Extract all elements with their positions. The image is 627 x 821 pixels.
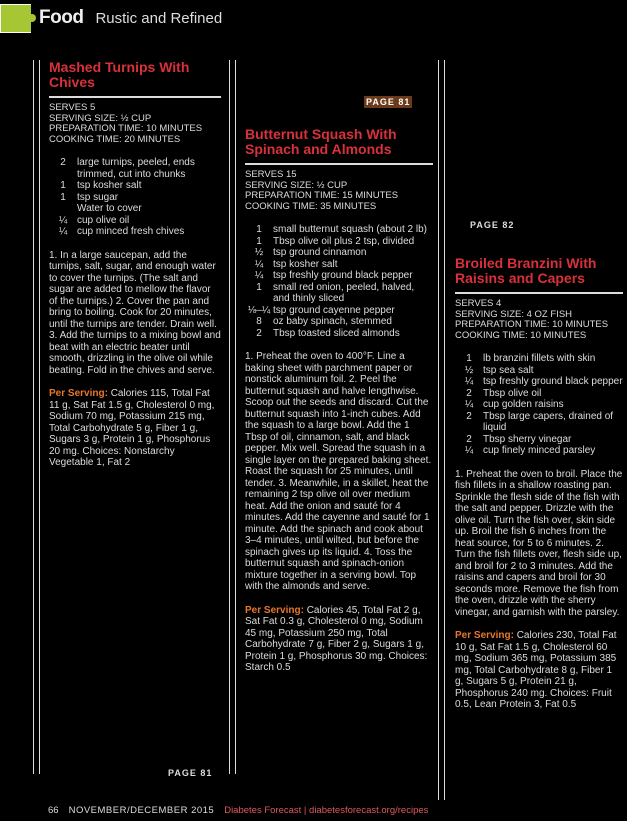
nutrition-info: Per Serving: Calories 230, Total Fat 10 g, Sat Fat 1.5 g, Cholesterol 60 mg, Sodium 365 mg, Potassium 385 mg, Total Carbohydrate 8 g, Fiber 1 g, Sugars 5 g, Protein 21 g, Phosphorus 240 mg. Choices: Fruit 0.5, Lean Protein 3, Fat 0.5	[455, 630, 617, 710]
nutrition-info: Per Serving: Calories 115, Total Fat 11 g, Sat Fat 1.5 g, Cholesterol 0 mg, Sodium 70 mg, Potassium 215 mg, Total Carbohydrate 5 g, Fiber 1 g, Sugars 3 g, Protein 1 g, Phosphorus 20 mg. Choices: Nonstarchy Vegetable 1, Fat 2	[49, 388, 215, 468]
ingredients-list	[49, 157, 221, 238]
title-rule	[49, 96, 221, 98]
ingredient: ¼ cup minced fresh chives	[58, 226, 185, 237]
serves: SERVES 4	[455, 298, 502, 309]
serving-size: SERVING SIZE: ½ CUP	[245, 179, 348, 191]
cook-time: COOKING TIME: 35 MINUTES	[245, 200, 377, 212]
recipe-title: Butternut Squash With Spinach and Almonds	[245, 126, 397, 157]
recipe-mashed-turnips	[49, 60, 221, 469]
ingredient: 2 Tbsp toasted sliced almonds	[256, 327, 400, 339]
recipe-title: Broiled Branzini With Raisins and Capers	[455, 255, 597, 286]
ingredient: 2 Tbsp large capers, drained of liquid	[466, 410, 614, 433]
recipe-title: Mashed Turnips With Chives	[49, 59, 190, 90]
ingredient: 2 Tbsp olive oil	[466, 387, 542, 399]
ingredient: 1 small butternut squash (about 2 lb)	[256, 224, 427, 235]
page-number: 66	[48, 805, 59, 816]
magazine-link[interactable]: Diabetes Forecast | diabetesforecast.org/recipes	[224, 805, 429, 816]
nutrition-info: Per Serving: Calories 45, Total Fat 2 g, Sat Fat 0.3 g, Cholesterol 0 mg, Sodium 45 mg, Potassium 250 mg, Total Carbohydrate 7 g, Fiber 2 g, Sugars 1 g, Protein 1 g, Phosphorus 30 mg. Choices: Starch 0.5	[245, 604, 428, 673]
ingredient: ½ tsp sea salt	[464, 364, 534, 376]
recipe-steps: 1. Preheat the oven to broil. Place the fish fillets in a shallow roasting pan. Sprinkle the flesh side of the fish with the salt and pepper. Drizzle with the olive oil. Turn the fish over, skin side up. Broil the fish 6 inches from the heat source, for 5 to 6 minutes. 2. Turn the fish fillets over, flesh side up, and broil for 2 to 3 minutes. Add the raisins and capers and broil for 30 seconds more. Remove the fish from the oven, drizzle with the sherry vinegar, and garnish with the parsley.	[455, 468, 623, 618]
recipe-steps: 1. In a large saucepan, add the turnips, salt, sugar, and enough water to cover the turnips. (The salt and sugar are added to mellow the flavor of the turnips.) 2. Cover the pan and bring to boiling. Cook for 20 minutes, until the turnips are tender. Drain well. 3. Add the turnips to a mixing bowl and beat with an electric beater until smooth, drizzling in the olive oil while beating. Fold in the chives and serve.	[49, 249, 221, 376]
column-divider	[438, 60, 445, 800]
ingredients-list	[245, 224, 433, 339]
ingredient: 1 lb branzini fillets with skin	[466, 353, 596, 364]
serving-size: SERVING SIZE: ½ CUP	[49, 112, 152, 124]
ingredient: ¼ cup golden raisins	[464, 399, 564, 410]
section-title: Food	[39, 7, 84, 28]
page-tag: PAGE 81	[366, 97, 411, 107]
prep-time: PREPARATION TIME: 10 MINUTES	[455, 319, 609, 330]
cook-time: COOKING TIME: 10 MINUTES	[455, 329, 587, 341]
page-tag: PAGE 82	[470, 220, 515, 230]
prep-time: PREPARATION TIME: 15 MINUTES	[245, 190, 399, 201]
ingredient: 1 Tbsp olive oil plus 2 tsp, divided	[256, 235, 415, 247]
section-tab-icon	[0, 4, 31, 33]
ingredient: ⅛–¼ tsp ground cayenne pepper	[247, 304, 395, 316]
title-rule	[455, 292, 623, 294]
ingredient: 2 Tbsp sherry vinegar	[466, 433, 572, 445]
ingredient: 1 tsp kosher salt	[60, 180, 142, 191]
serves: SERVES 15	[245, 169, 297, 180]
recipe-meta	[245, 170, 433, 212]
recipe-butternut-squash	[245, 127, 433, 674]
column-divider	[33, 60, 40, 774]
page-tag: PAGE 81	[168, 768, 213, 778]
ingredient: ¼ tsp freshly ground black pepper	[254, 270, 413, 281]
section-header	[0, 4, 222, 32]
serves: SERVES 5	[49, 102, 96, 113]
ingredient: ¼ cup finely minced parsley	[464, 445, 596, 456]
page-footer	[48, 805, 428, 816]
ingredient: 1 tsp sugar	[60, 191, 119, 203]
recipe-meta	[455, 299, 623, 341]
ingredient: ¼ tsp kosher salt	[254, 258, 338, 270]
cook-time: COOKING TIME: 20 MINUTES	[49, 133, 181, 145]
issue-date: NOVEMBER/DECEMBER 2015	[68, 805, 215, 816]
ingredient: 1 small red onion, peeled, halved, and thinly sliced	[256, 281, 415, 304]
section-subtitle: Rustic and Refined	[95, 9, 223, 27]
ingredient: 2 large turnips, peeled, ends trimmed, cut into chunks	[60, 157, 195, 180]
ingredient: Water to cover	[77, 203, 142, 214]
ingredients-list	[455, 353, 623, 457]
prep-time: PREPARATION TIME: 10 MINUTES	[49, 123, 203, 134]
ingredient: ¼ cup olive oil	[58, 214, 130, 226]
ingredient: 8 oz baby spinach, stemmed	[256, 316, 392, 327]
recipe-steps: 1. Preheat the oven to 400°F. Line a baking sheet with parchment paper or nonstick aluminum foil. 2. Peel the butternut squash and halve lengthwise. Scoop out the seeds and discard. Cut the butternut squash into 1-inch cubes. Add the squash to a large bowl. Add the 1 Tbsp of oil, cinnamon, salt, and black pepper. Mix well. Spread the squash in a single layer on the prepared baking sheet. Roast the squash for 25 minutes, until tender. 3. Meanwhile, in a skillet, heat the remaining 2 tsp olive oil over medium heat. Add the onion and sauté for 4 minutes. Add the cayenne and sauté for 1 minute. Add the spinach and cook about 3–4 minutes, until wilted, but before the spinach gives up its liquid. 4. Toss the butternut squash and spinach-onion mixture together in a serving bowl. Top with the almonds and serve.	[245, 351, 432, 592]
ingredient: ¼ tsp freshly ground black pepper	[464, 376, 623, 387]
title-rule	[245, 163, 433, 165]
serving-size: SERVING SIZE: 4 OZ FISH	[455, 308, 573, 320]
recipe-meta	[49, 103, 221, 145]
recipe-broiled-branzini	[455, 256, 623, 711]
ingredient: ½ tsp ground cinnamon	[254, 247, 367, 258]
column-divider	[229, 60, 236, 774]
